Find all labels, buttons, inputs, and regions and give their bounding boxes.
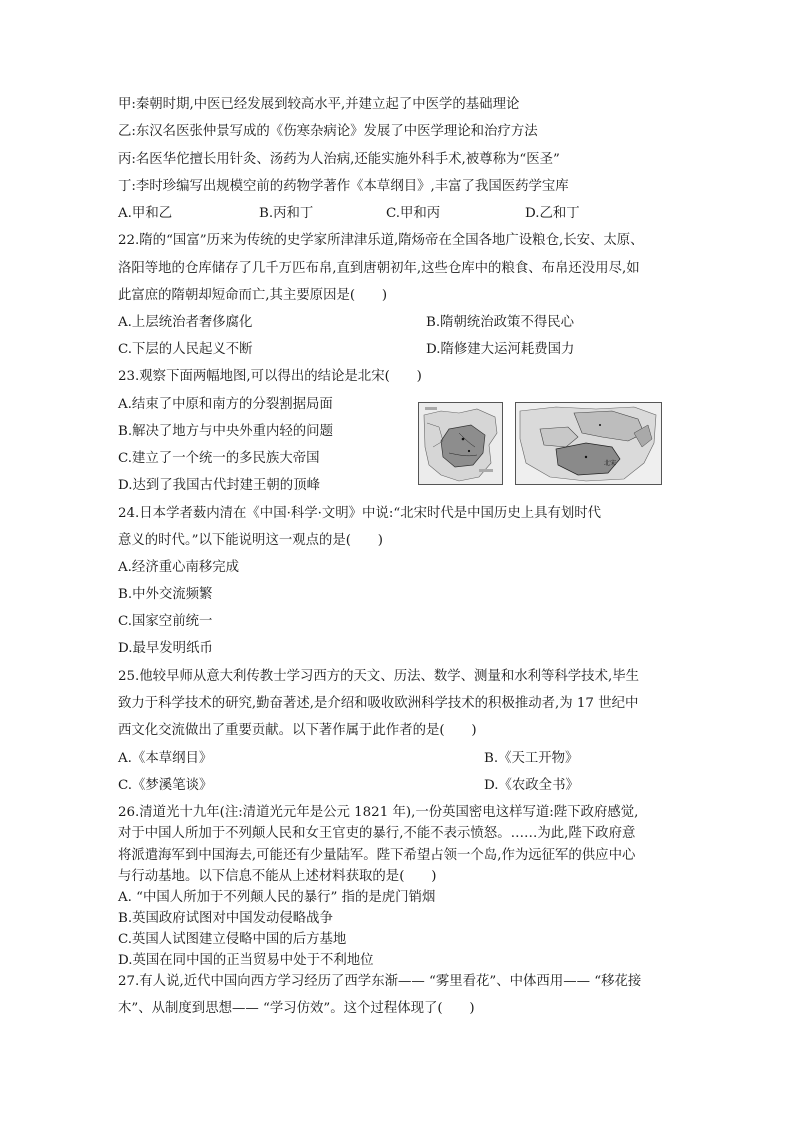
- q26-stem-line-2: 对于中国人所加于不列颠人民和女王官吏的暴行,不能不表示愤怒。……为此,陛下政府意: [118, 826, 636, 841]
- q26-stem-line-3: 将派遣海军到中国海去,可能还有少量陆军。陛下希望占领一个岛,作为远征军的供应中心: [118, 848, 636, 863]
- map-label-beisong: 北宋: [604, 460, 617, 467]
- q25-option-d[interactable]: D.《农政全书》: [484, 778, 579, 793]
- q22-option-c[interactable]: C.下层的人民起义不断: [118, 342, 253, 357]
- q21-option-a[interactable]: A.甲和乙: [118, 206, 173, 221]
- q24-option-a[interactable]: A.经济重心南移完成: [118, 560, 240, 575]
- q21-item-yi: 乙:东汉名医张仲景写成的《伤寒杂病论》发展了中医学理论和治疗方法: [118, 124, 538, 139]
- map-song-liao-xixia: [515, 402, 662, 485]
- q24-stem-line-2: 意义的时代。”以下能说明这一观点的是( ): [118, 533, 384, 548]
- q24-option-d[interactable]: D.最早发明纸币: [118, 641, 213, 656]
- q25-option-b[interactable]: B.《天工开物》: [484, 751, 579, 766]
- q26-stem-line-1: 26.清道光十九年(注:清道光元年是公元 1821 年),一份英国密电这样写道:陛下政府感觉,: [118, 805, 639, 820]
- q21-item-jia: 甲:秦朝时期,中医已经发展到较高水平,并建立起了中医学的基础理论: [118, 97, 520, 112]
- q27-stem-line-2: 木”、从制度到思想—— “学习仿效”。这个过程体现了( ): [118, 1001, 475, 1016]
- q24-option-c[interactable]: C.国家空前统一: [118, 614, 213, 629]
- q24-option-b[interactable]: B.中外交流频繁: [118, 587, 213, 602]
- q25-option-c[interactable]: C.《梦溪笔谈》: [118, 778, 213, 793]
- q22-option-b[interactable]: B.隋朝统治政策不得民心: [426, 315, 575, 330]
- q21-option-b[interactable]: B.丙和丁: [259, 206, 314, 221]
- q25-stem-line-2: 致力于科学技术的研究,勤奋著述,是介绍和吸收欧洲科学技术的积极推动者,为 17 世纪中: [118, 696, 639, 711]
- q22-stem-line-2: 洛阳等地的仓库储存了几千万匹布帛,直到唐朝初年,这些仓库中的粮食、布帛还没用尽,如: [118, 261, 640, 276]
- map-northern-song-territory: [418, 402, 503, 485]
- q21-item-ding: 丁:李时珍编写出规模空前的药物学著作《本草纲目》,丰富了我国医药学宝库: [118, 179, 569, 194]
- q25-stem-line-1: 25.他较早师从意大利传教士学习西方的天文、历法、数学、测量和水利等科学技术,毕生: [118, 669, 640, 684]
- q22-option-a[interactable]: A.上层统治者奢侈腐化: [118, 315, 253, 330]
- q26-option-d[interactable]: D.英国在同中国的正当贸易中处于不利地位: [118, 953, 374, 968]
- q22-option-d[interactable]: D.隋修建大运河耗费国力: [426, 342, 575, 357]
- q25-stem-line-3: 西文化交流做出了重要贡献。以下著作属于此作者的是( ): [118, 723, 477, 738]
- q26-option-c[interactable]: C.英国人试图建立侵略中国的后方基地: [118, 932, 347, 947]
- q27-stem-line-1: 27.有人说,近代中国向西方学习经历了西学东渐—— “雾里看花”、中体西用—— “移花接: [118, 974, 642, 989]
- q22-stem-line-3: 此富庶的隋朝却短命而亡,其主要原因是( ): [118, 288, 388, 303]
- q21-option-d[interactable]: D.乙和丁: [525, 206, 580, 221]
- q22-stem-line-1: 22.隋的“国富”历来为传统的史学家所津津乐道,隋炀帝在全国各地广设粮仓,长安、太原、: [118, 233, 644, 248]
- q25-option-a[interactable]: A.《本草纲目》: [118, 751, 213, 766]
- q26-stem-line-4: 与行动基地。以下信息不能从上述材料获取的是( ): [118, 869, 437, 884]
- q23-option-a[interactable]: A.结束了中原和南方的分裂割据局面: [118, 397, 333, 412]
- q24-stem-line-1: 24.日本学者薮内清在《中国·科学·文明》中说:“北宋时代是中国历史上具有划时代: [118, 506, 602, 521]
- q21-item-bing: 丙:名医华佗擅长用针灸、汤药为人治病,还能实施外科手术,被尊称为“医圣”: [118, 152, 560, 167]
- q26-option-b[interactable]: B.英国政府试图对中国发动侵略战争: [118, 911, 333, 926]
- q23-option-c[interactable]: C.建立了一个统一的多民族大帝国: [118, 451, 320, 466]
- q23-option-d[interactable]: D.达到了我国古代封建王朝的顶峰: [118, 478, 320, 493]
- q21-option-c[interactable]: C.甲和丙: [386, 206, 441, 221]
- q23-stem: 23.观察下面两幅地图,可以得出的结论是北宋( ): [118, 369, 422, 384]
- q23-option-b[interactable]: B.解决了地方与中央外重内轻的问题: [118, 424, 333, 439]
- q26-option-a[interactable]: A. “中国人所加于不列颠人民的暴行” 指的是虎门销烟: [118, 890, 436, 905]
